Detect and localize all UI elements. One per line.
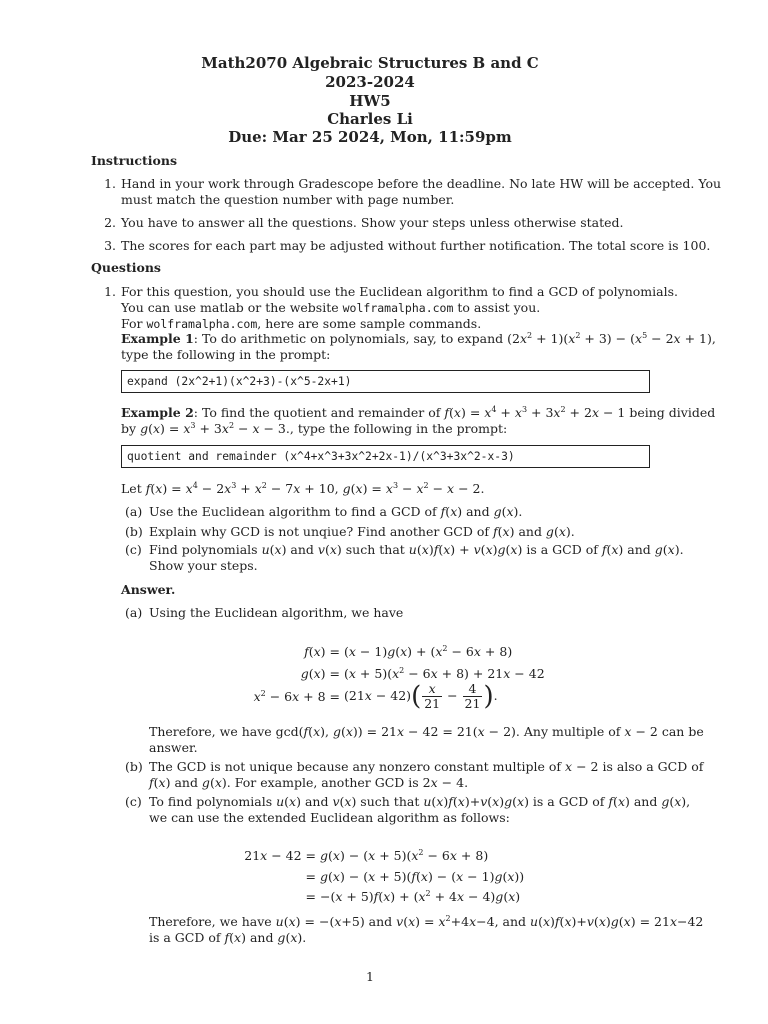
part-text: Explain why GCD is not unqiue? Find another GCD of f(x) and g(x). <box>149 524 575 539</box>
question-number: 1. <box>104 284 116 299</box>
example-1-label: Example 1 <box>121 331 194 346</box>
example-1-tail: , <box>711 331 716 346</box>
example-1-description: : To do arithmetic on polynomials, say, to expand <box>193 331 504 346</box>
part-label: (c) <box>125 542 142 557</box>
example-2-label: Example 2 <box>121 405 194 420</box>
instruction-number: 1. <box>104 176 116 191</box>
code-box-example-1: expand (2x^2+1)(x^2+3)-(x^5-2x+1) <box>121 370 650 393</box>
example-1-text: type the following in the prompt: <box>121 347 331 362</box>
equation-rhs: $(x + 5)(x^2 - 6x + 8) + 21x - 42$ <box>344 665 545 681</box>
example-2-description: : To find the quotient and remainder of <box>193 405 441 420</box>
polynomial-definition: Let $f(x) = x^4 - 2x^3 + x^2 - 7x + 10$, $g(x) = x^3 - x^2 - x - 2$. <box>121 480 485 496</box>
instruction-text: must match the question number with page number. <box>121 192 455 207</box>
part-a-text: Use the Euclidean algorithm to find a GCD of <box>149 504 437 519</box>
answer-c-conclusion: is a GCD of f(x) and g(x). <box>149 930 307 945</box>
equation-lhs: 21x − 42 = <box>244 848 316 863</box>
intro-text: You can use matlab or the website <box>121 300 339 315</box>
answer-part-label: (a) <box>125 605 143 620</box>
instructions-heading: Instructions <box>91 153 178 168</box>
part-b-text: Explain why GCD is not unqiue? Find another GCD of <box>149 524 490 539</box>
conclusion-text: can be <box>661 724 704 739</box>
conclusion-text: is a GCD of <box>149 930 221 945</box>
page-number: 1 <box>366 969 374 984</box>
intro-text: to assist you. <box>457 300 541 315</box>
answer-part-c-text: To find polynomials u(x) and v(x) such that u(x)f(x)+v(x)g(x) is a GCD of f(x) and g(x), <box>149 794 691 809</box>
example-2-description: by <box>121 421 137 436</box>
due-date: Due: Mar 25 2024, Mon, 11:59pm <box>228 128 512 146</box>
c-text: To find polynomials <box>149 794 273 809</box>
example-2-description: being divided <box>629 405 716 420</box>
intro-text: , here are some sample commands. <box>257 316 482 331</box>
code-box-example-2: quotient and remainder (x^4+x^3+3x^2+2x-1)/(x^3+3x^2-x-3) <box>121 445 650 468</box>
question-intro <box>121 300 540 316</box>
conclusion-text: . Any multiple of <box>515 724 621 739</box>
website-link[interactable]: wolframalpha.com <box>342 301 454 315</box>
answer-a-conclusion: answer. <box>149 740 198 755</box>
course-title: Math2070 Algebraic Structures B and C <box>201 54 539 72</box>
instruction-number: 2. <box>104 215 116 230</box>
answer-part-label: (b) <box>125 759 143 774</box>
part-text: Find polynomials u(x) and v(x) such that u(x)f(x) + v(x)g(x) is a GCD of f(x) and g(x). <box>149 542 684 557</box>
b-text: . For example, another GCD is <box>226 775 419 790</box>
equation-lhs: = <box>305 869 316 884</box>
equation-rhs: (21x − 42)( $\frac{x}{21}$ − $\frac{4}{21}$ ). <box>344 681 498 712</box>
homework-number: HW5 <box>349 92 391 110</box>
question-intro <box>121 316 481 332</box>
answer-part-label: (c) <box>125 794 142 809</box>
equation-lhs: g(x) = <box>300 666 340 681</box>
part-label: (b) <box>125 524 143 539</box>
conclusion-text: Therefore, we have <box>149 724 272 739</box>
part-text: Use the Euclidean algorithm to find a GCD of f(x) and g(x). <box>149 504 523 519</box>
equation-rhs: $g(x) - (x + 5)(x^2 - 6x + 8)$ <box>320 847 489 863</box>
answer-a-conclusion: Therefore, we have gcd(f(x), g(x)) = 21x − 42 = 21(x − 2). Any multiple of x − 2 can be <box>149 724 704 739</box>
example-2-description: , type the following in the prompt: <box>289 421 508 436</box>
equation-lhs: = <box>305 889 316 904</box>
part-text: Show your steps. <box>149 558 258 573</box>
example-2-text: by $g(x) = x^3 + 3x^2 - x - 3$., type the following in the prompt: <box>121 420 508 436</box>
equation-rhs: g(x) − (x + 5)(f(x) − (x − 1)g(x)) <box>320 869 525 884</box>
intro-text: For <box>121 316 143 331</box>
answer-c-conclusion: Therefore, we have u(x) = −(x+5) and $v(x) = x^2+4x-4$, and u(x)f(x)+v(x)g(x) = 21x−42 <box>149 913 704 929</box>
equation-rhs: $(x - 1)g(x) + (x^2 - 6x + 8)$ <box>344 643 513 659</box>
instruction-number: 3. <box>104 238 116 253</box>
equation-rhs: $-(x + 5)f(x) + (x^2 + 4x - 4)g(x)$ <box>320 888 521 904</box>
example-2-text: Example 2: To find the quotient and remainder of $f(x) = x^4 + x^3 + 3x^2 + 2x - 1$ being divided <box>121 404 716 420</box>
author-name: Charles Li <box>327 110 413 128</box>
example-1-text: Example 1: To do arithmetic on polynomials, say, to expand $(2x^2 + 1)(x^2 + 3) - (x^5 - 2x + 1)$, <box>121 330 716 346</box>
website-link[interactable]: wolframalpha.com <box>146 317 258 331</box>
answer-part-c-text: we can use the extended Euclidean algorithm as follows: <box>149 810 510 825</box>
instruction-text: Hand in your work through Gradescope before the deadline. No late HW will be accepted. You <box>121 176 722 191</box>
let-word: Let <box>121 481 142 496</box>
answer-part-b-text: f(x) and g(x). For example, another GCD is 2x − 4. <box>149 775 469 790</box>
part-label: (a) <box>125 504 143 519</box>
academic-year: 2023-2024 <box>325 73 415 91</box>
b-text: is also a GCD of <box>602 759 704 774</box>
instruction-text: The scores for each part may be adjusted without further notification. The total score is 100. <box>121 238 711 253</box>
question-intro: For this question, you should use the Euclidean algorithm to find a GCD of polynomials. <box>121 284 678 299</box>
questions-heading: Questions <box>91 260 161 275</box>
answer-heading: Answer. <box>121 582 176 597</box>
answer-part-a-text: Using the Euclidean algorithm, we have <box>149 605 404 620</box>
part-c-text: Find polynomials <box>149 542 258 557</box>
equation-lhs: f(x) = <box>304 644 340 659</box>
equation-lhs: $x^2 - 6x + 8$ = <box>253 688 340 704</box>
conclusion-text: Therefore, we have <box>149 914 272 929</box>
b-text: The GCD is not unique because any nonzero constant multiple of <box>149 759 562 774</box>
instruction-text: You have to answer all the questions. Show your steps unless otherwise stated. <box>121 215 624 230</box>
answer-part-b-text: The GCD is not unique because any nonzero constant multiple of x − 2 is also a GCD of <box>149 759 704 774</box>
